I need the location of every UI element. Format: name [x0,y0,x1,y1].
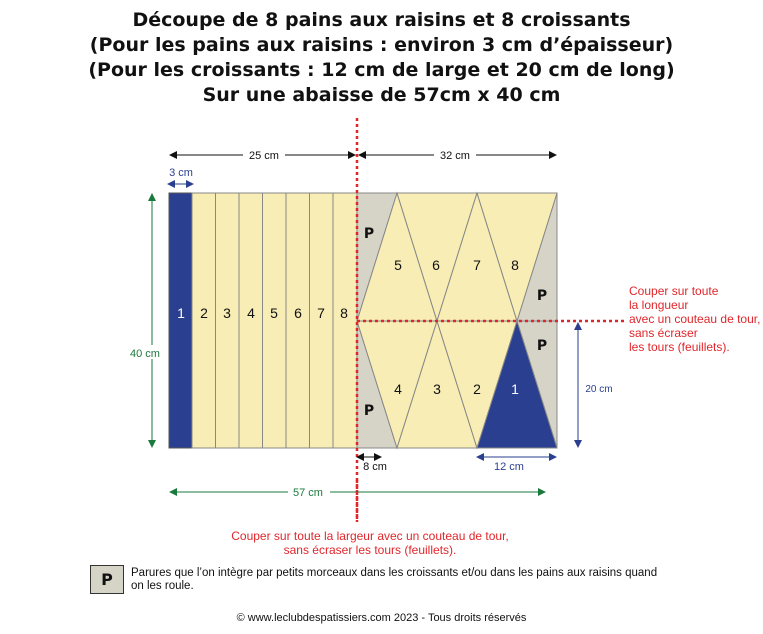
croissant-label-4: 4 [394,381,402,397]
dimension-label-8cm: 8 cm [363,461,387,473]
vertical-cut-note-line-1: Couper sur toute la largeur avec un couteau de tour, [231,529,509,543]
dimension-label-12cm: 12 cm [494,461,524,473]
croissant-label-3: 3 [433,381,441,397]
horizontal-cut-note-line-4: sans écraser [629,326,698,340]
vertical-cut-note [190,529,550,557]
trim-label-top-left: P [363,226,375,242]
croissant-label-5: 5 [394,257,402,273]
horizontal-cut-note-line-3: avec un couteau de tour, [629,312,761,326]
croissant-label-7: 7 [473,257,481,273]
dimension-label-57cm: 57 cm [293,487,323,499]
horizontal-cut-note-line-5: les tours (feuillets). [629,340,730,354]
dimension-label-20cm: 20 cm [585,384,613,395]
trim-label-top-right: P [536,288,548,304]
strip-label-5: 5 [270,305,278,321]
title-line-1: Découpe de 8 pains aux raisins et 8 croissants [132,9,631,31]
horizontal-cut-note [629,284,763,354]
strips-group [169,193,357,448]
croissant-label-1: 1 [511,381,519,397]
strip-label-7: 7 [317,305,325,321]
vertical-cut-note-line-2: sans écraser les tours (feuillets). [283,543,457,557]
croissant-label-2: 2 [473,381,481,397]
strip-label-4: 4 [247,305,255,321]
strip-label-3: 3 [223,305,231,321]
trim-label-bottom-right: P [536,338,548,354]
title-line-4: Sur une abaisse de 57cm x 40 cm [202,84,561,106]
dimension-label-25cm: 25 cm [249,150,279,162]
strip-label-8: 8 [340,305,348,321]
croissant-label-8: 8 [511,257,519,273]
dimension-label-40cm: 40 cm [130,348,160,360]
horizontal-cut-note-line-1: Couper sur toute [629,284,719,298]
strip-label-1: 1 [177,305,185,321]
legend-symbol: P [90,565,124,594]
croissant-label-6: 6 [432,257,440,273]
strip-label-2: 2 [200,305,208,321]
strip-label-6: 6 [294,305,302,321]
dimension-label-32cm: 32 cm [440,150,470,162]
title-line-2: (Pour les pains aux raisins : environ 3 cm d’épaisseur) [89,34,674,56]
title-line-3: (Pour les croissants : 12 cm de large et 20 cm de long) [88,59,675,81]
legend-text: Parures que l’on intègre par petits morceaux dans les croissants et/ou dans les pains aux raisins quand on les roule. [131,567,658,592]
copyright-footer: © www.leclubdespatissiers.com 2023 - Tous droits réservés [236,612,527,624]
trim-label-bottom-left: P [363,403,375,419]
horizontal-cut-note-line-2: la longueur [629,298,689,312]
dimension-label-3cm: 3 cm [169,167,193,179]
